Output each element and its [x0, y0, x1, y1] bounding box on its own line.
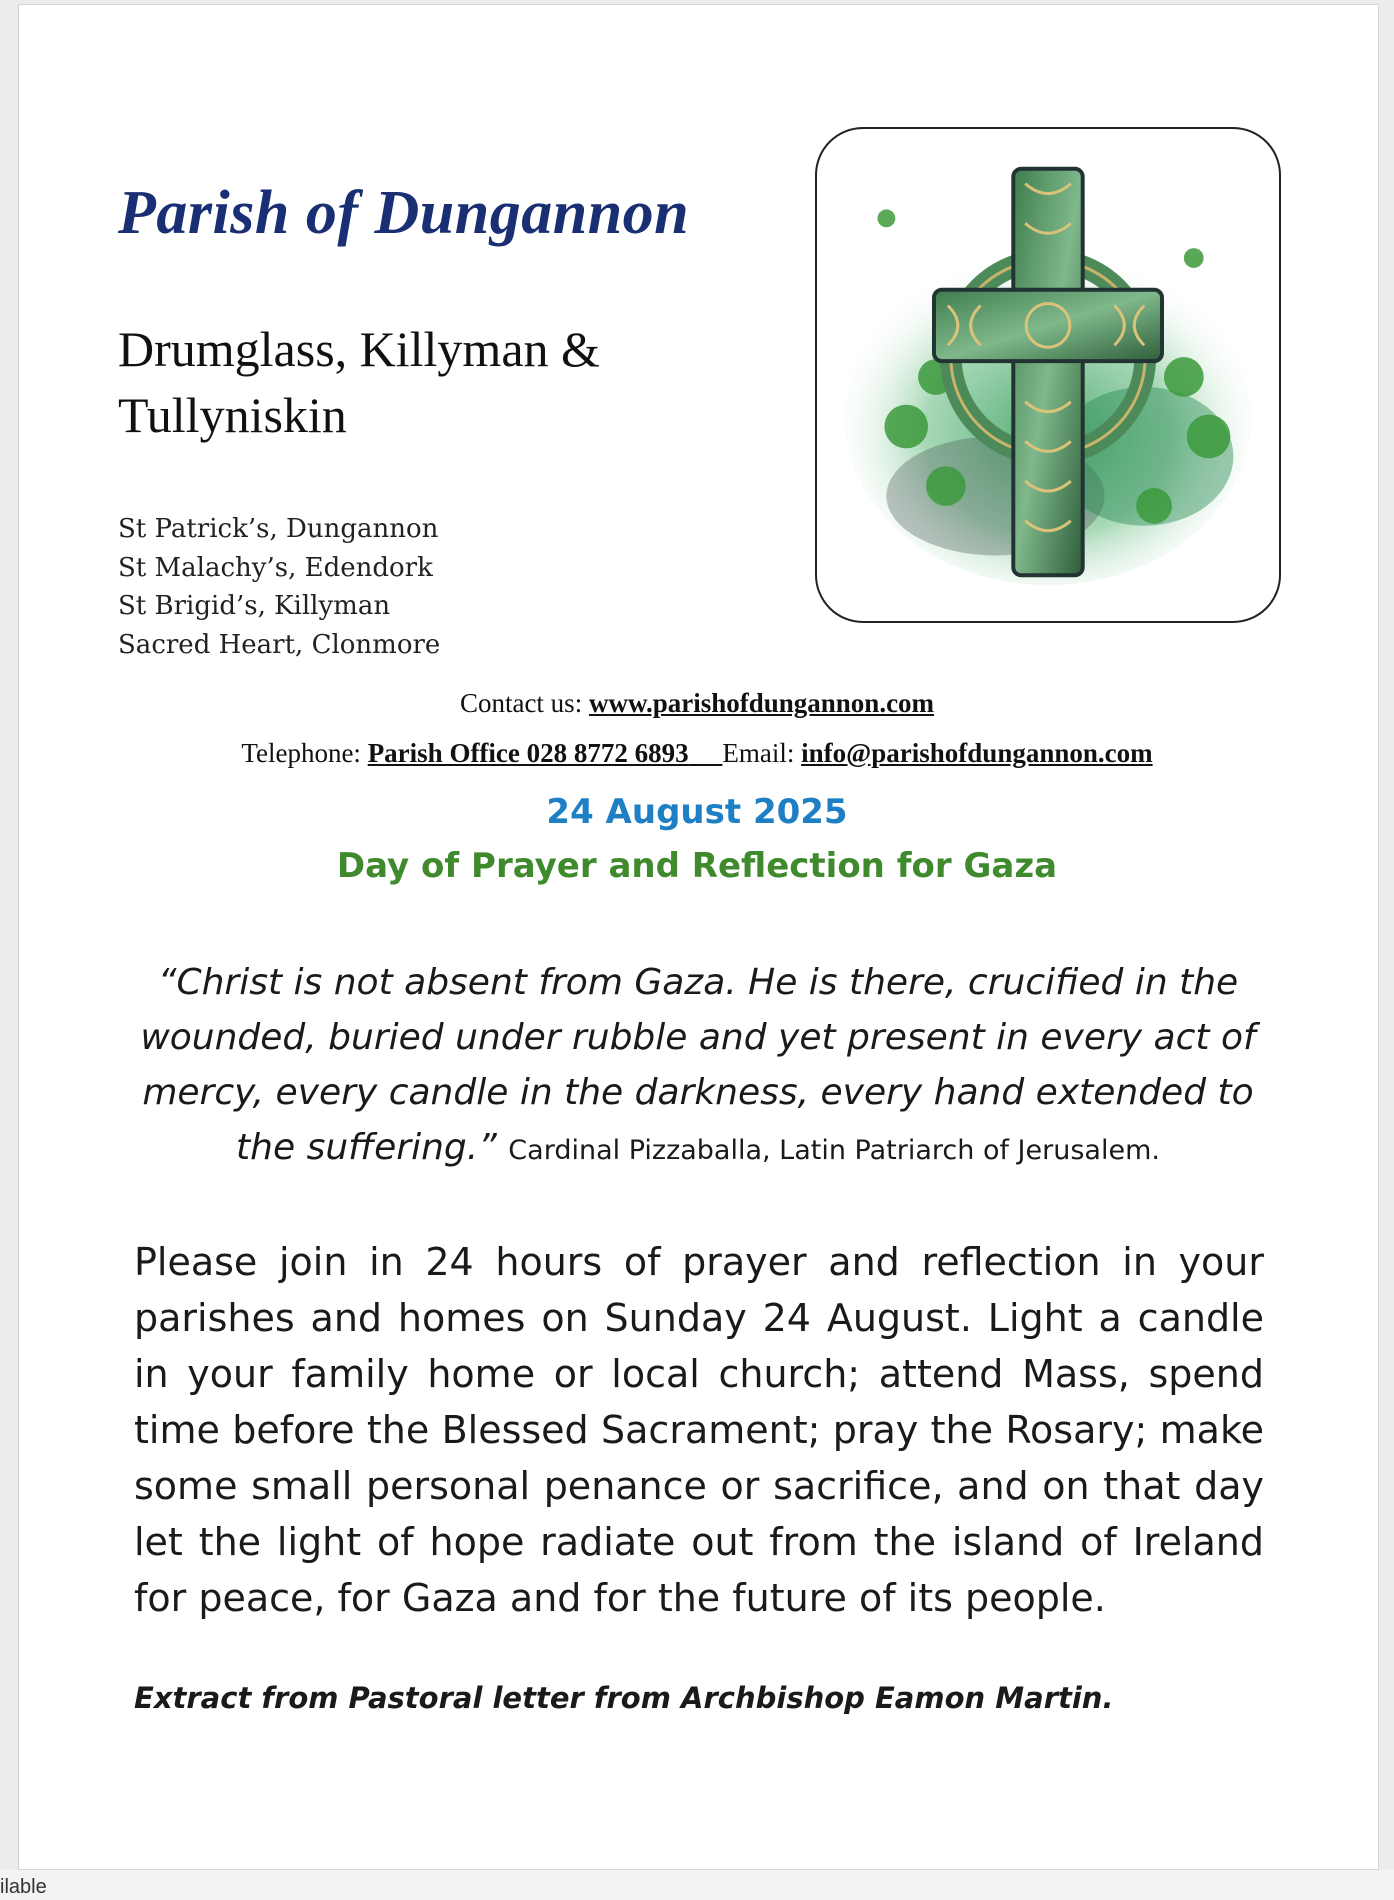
church-list: [118, 510, 440, 664]
church-item: St Patrick’s, Dungannon: [118, 514, 439, 544]
parish-title: Parish of Dungannon: [118, 179, 690, 247]
event-title: Day of Prayer and Reflection for Gaza: [336, 846, 1058, 886]
underline-gap: [689, 738, 723, 768]
phone-number: Parish Office 028 8772 6893: [367, 738, 689, 768]
website-link[interactable]: www.parishofdungannon.com: [588, 688, 935, 718]
quote-block: [118, 955, 1278, 1178]
email-link[interactable]: info@parishofdungannon.com: [801, 738, 1153, 768]
church-item: Sacred Heart, Clonmore: [118, 629, 441, 660]
body-paragraph: Please join in 24 hours of prayer and reflection in your parishes and homes on Sunday 24 August. Light a candle in your family home or local church; attend Mass, spend time before the Blessed Sacrament; pray the Rosary; make some small personal penance or sacrifice, and on that day let the light of hope radiate out from the island of Ireland for peace, for Gaza and for the future of its people.: [134, 1240, 1264, 1620]
status-text: ilable: [0, 1876, 47, 1898]
extract-note: Extract from Pastoral letter from Archbishop Eamon Martin.: [134, 1681, 1114, 1715]
quote-attribution: Cardinal Pizzaballa, Latin Patriarch of Jerusalem.: [508, 1135, 1160, 1166]
email-label: Email:: [722, 738, 795, 768]
event-date: 24 August 2025: [546, 792, 848, 832]
telephone-label: Telephone:: [241, 738, 361, 768]
church-item: St Brigid’s, Killyman: [118, 591, 391, 621]
phone-line: [0, 738, 1394, 769]
contact-label: Contact us:: [459, 688, 583, 718]
parish-subtitle: Drumglass, Killyman & Tullyniskin: [118, 321, 600, 443]
status-bar: [0, 1870, 1394, 1900]
contact-line: [0, 688, 1394, 719]
parish-logo: [815, 127, 1281, 623]
church-item: St Malachy’s, Edendork: [118, 552, 433, 583]
celtic-cross-icon: [817, 129, 1279, 621]
quote-text: “Christ is not absent from Gaza. He is there, crucified in the wounded, buried under rubble and yet present in every act of mercy, every candle in the darkness, every hand extended to the suffering.”: [140, 962, 1256, 1168]
